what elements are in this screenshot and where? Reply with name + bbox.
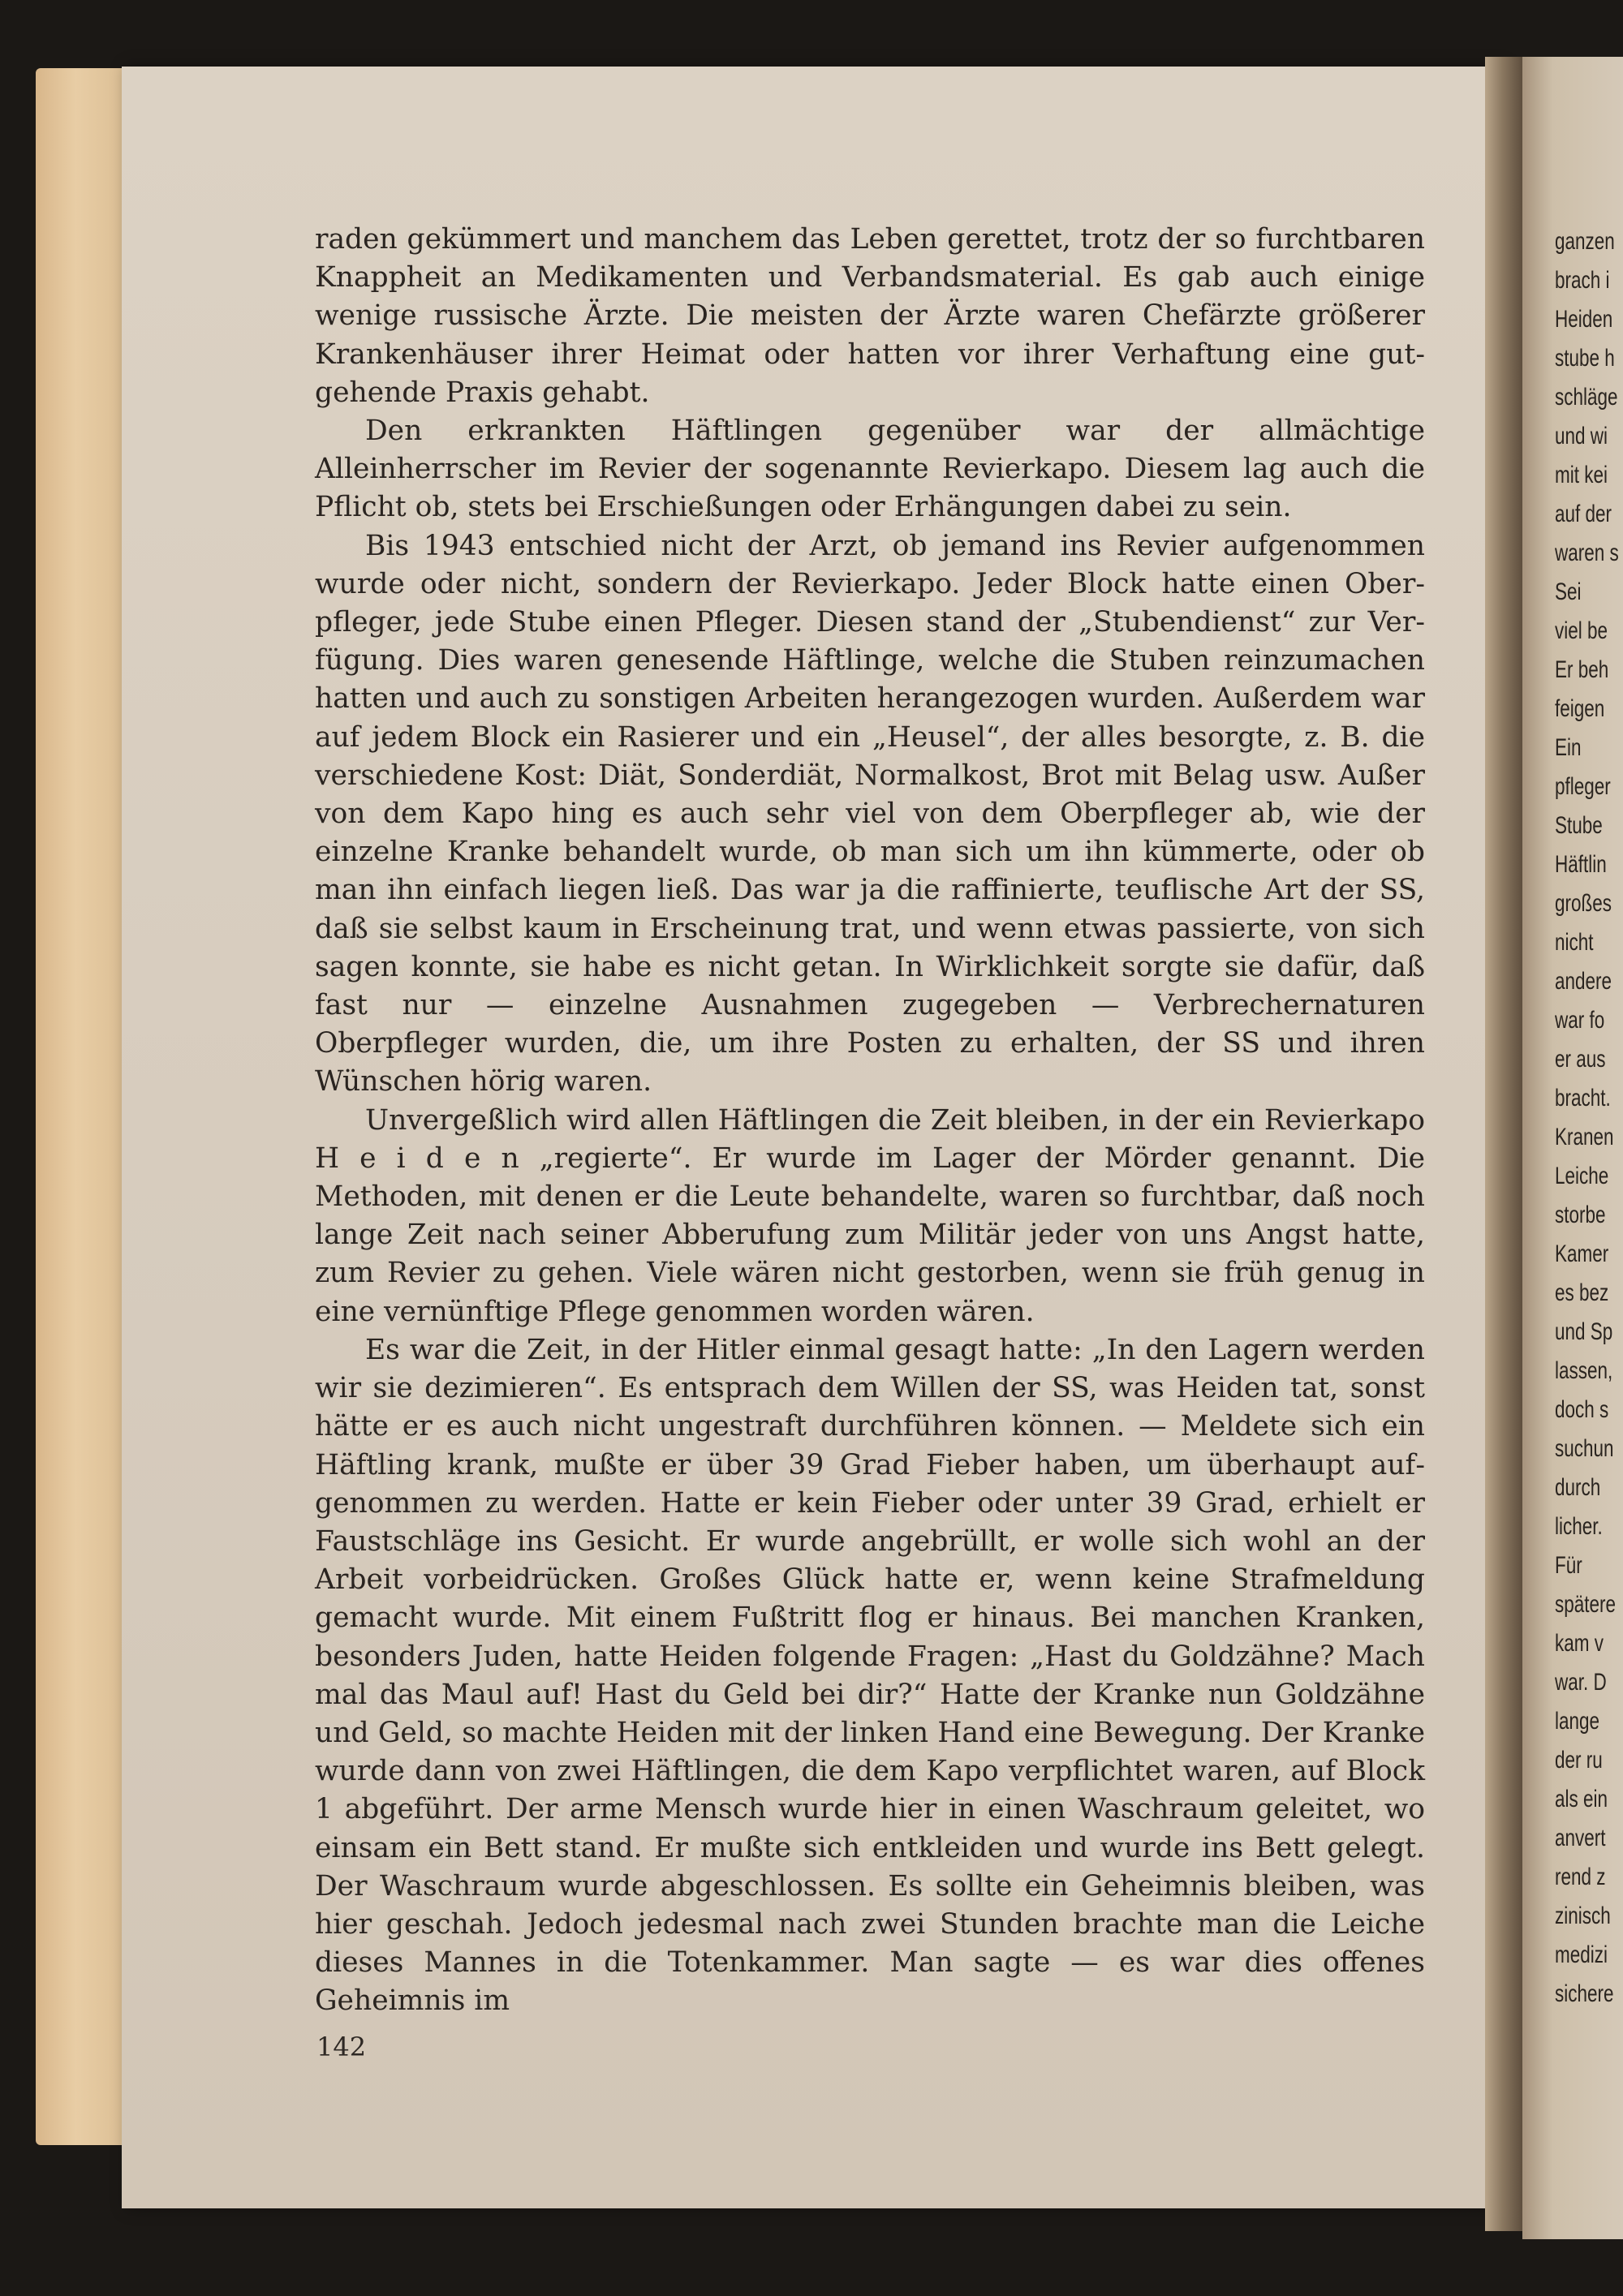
facing-page-line: lange xyxy=(1555,1708,1600,1735)
facing-page-line: Leiche xyxy=(1555,1163,1609,1189)
facing-page-line: mit kei xyxy=(1555,462,1608,488)
facing-page-line: rend z xyxy=(1555,1864,1606,1890)
facing-page-line: feigen xyxy=(1555,695,1605,722)
facing-page-line: auf der xyxy=(1555,501,1612,527)
facing-page-line: bracht. xyxy=(1555,1085,1611,1111)
paragraph-3: Bis 1943 entschied nicht der Arzt, ob jemand ins Revier aufgenommen wurde oder nicht, sondern der Revierkapo. Jeder Block hatte einen Oberpfleger, jede Stube einen Pfleger. Diesen stand der „Stubendienst“ zur Verfügung. Dies waren genesende Häftlinge, welche die Stuben reinzumachen hatten und auch zu sonstigen Arbeiten herangezogen wurden. Außerdem war auf jedem Block ein Rasierer und ein „Heusel“, der alles besorgte, z. B. die verschiedene Kost: Diät, Sonderdiät, Normalkost, Brot mit Belag usw. Außer von dem Kapo hing es auch sehr viel von dem Oberpfleger ab, wie der einzelne Kranke behandelt wurde, ob man sich um ihn kümmerte, oder ob man ihn einfach liegen ließ. Das war ja die raffinierte, teuflische Art der SS, daß sie selbst kaum in Erscheinung trat, und wenn etwas passierte, von sich sagen konnte, sie habe es nicht getan. In Wirklichkeit sorgte sie dafür, daß fast nur — einzelne Ausnahmen zugegeben — Verbrechernaturen Oberpfleger wurden, die, um ihre Posten zu erhalten, der SS und ihren Wünschen hörig waren. xyxy=(315,529,1425,1099)
paragraph-5: Es war die Zeit, in der Hitler einmal gesagt hatte: „In den Lagern werden wir sie dezimieren“. Es entsprach dem Willen der SS, was Heiden tat, sonst hätte er es auch nicht ungestraft durchführen können. — Meldete sich ein Häftling krank, mußte er über 39 Grad Fieber haben, um überhaupt aufgenommen zu werden. Hatte er kein Fieber oder unter 39 Grad, erhielt er Faustschläge ins Gesicht. Er wurde angebrüllt, er wolle sich wohl an der Arbeit vorbeidrücken. Großes Glück hatte er, wenn keine Strafmeldung gemacht wurde. Mit einem Fußtritt flog er hinaus. Bei manchen Kranken, besonders Juden, hatte Heiden folgende Fragen: „Hast du Goldzähne? Mach mal das Maul auf! Hast du Geld bei dir?“ Hatte der Kranke nun Goldzähne und Geld, so machte Heiden mit der linken Hand eine Bewegung. Der Kranke wurde dann von zwei Häftlingen, die dem Kapo verpflichtet waren, auf Block 1 abgeführt. Der arme Mensch wurde hier in einen Waschraum geleitet, wo einsam ein Bett stand. Er mußte sich entkleiden und wurde ins Bett gelegt. Der Waschraum wurde abgeschlossen. Es sollte ein Geheimnis bleiben, was hier geschah. Jedoch jedesmal nach zwei Stunden brachte man die Leiche dieses Mannes in die Totenkammer. Man sagte — es war dies offenes Geheimnis im xyxy=(315,1333,1425,2018)
paragraph-1: raden gekümmert und manchem das Leben gerettet, trotz der so furchtbaren Knappheit an Medikamenten und Verbandsmaterial. Es gab auch einige wenige russische Ärzte. Die meisten der Ärzte waren Chefärzte größerer Krankenhäuser ihrer Heimat oder hatten vor ihrer Verhaftung eine gutgehende Praxis gehabt. xyxy=(315,223,1425,409)
facing-page-line: storbe xyxy=(1555,1202,1606,1228)
facing-page-line: Kranen xyxy=(1555,1124,1614,1150)
facing-page-line: und wi xyxy=(1555,423,1608,449)
book-gutter xyxy=(1485,57,1524,2231)
facing-page-line: nicht xyxy=(1555,929,1594,956)
facing-page-line: brach i xyxy=(1555,267,1610,294)
facing-page-line: Kamer xyxy=(1555,1240,1609,1267)
body-text xyxy=(315,221,1425,2021)
facing-page-line: schläge xyxy=(1555,384,1618,411)
facing-page-line: war. D xyxy=(1555,1669,1607,1696)
facing-page-line: pfleger xyxy=(1555,773,1611,800)
facing-page-line: licher. xyxy=(1555,1513,1603,1540)
facing-page-line: als ein xyxy=(1555,1786,1608,1812)
facing-page-line: war fo xyxy=(1555,1007,1605,1034)
facing-page-line: anvert xyxy=(1555,1825,1606,1851)
facing-page-line: spätere xyxy=(1555,1591,1617,1618)
facing-page-line: suchun xyxy=(1555,1435,1614,1462)
facing-page-text xyxy=(1555,222,1623,2014)
paragraph-4: Unvergeßlich wird allen Häftlingen die Zeit bleiben, in der ein Revierkapo H e i d e n „regierte“. Er wurde im Lager der Mörder genannt. Die Methoden, mit denen er die Leute behandelte, waren so furchtbar, daß noch lange Zeit nach seiner Abberufung zum Militär jeder von uns Angst hatte, zum Revier zu gehen. Viele wären nicht gestorben, wenn sie früh genug in eine vernünftige Pflege genommen worden wären. xyxy=(315,1103,1425,1328)
facing-page-line: viel be xyxy=(1555,617,1608,644)
facing-page-line: durch xyxy=(1555,1474,1601,1501)
facing-page-line: großes xyxy=(1555,890,1612,917)
page-number: 142 xyxy=(316,2032,367,2062)
facing-page-line: es bez xyxy=(1555,1279,1609,1306)
facing-page-line: Heiden xyxy=(1555,306,1613,333)
facing-page-line: der ru xyxy=(1555,1747,1603,1774)
facing-page-line: Für xyxy=(1555,1552,1582,1579)
facing-page-line: sichere xyxy=(1555,1980,1614,2007)
facing-page-line: Er beh xyxy=(1555,656,1609,683)
facing-page-line: Häftlin xyxy=(1555,851,1607,878)
facing-page-line: er aus xyxy=(1555,1046,1606,1073)
facing-page-line: kam v xyxy=(1555,1630,1604,1657)
facing-page-line: waren s xyxy=(1555,540,1619,566)
facing-page-line: Stube xyxy=(1555,812,1603,839)
facing-page-line: Sei xyxy=(1555,578,1582,605)
facing-page-line: Ein xyxy=(1555,734,1582,761)
facing-page-line: und Sp xyxy=(1555,1318,1613,1345)
facing-page-line: zinisch xyxy=(1555,1903,1611,1929)
facing-page-line: doch s xyxy=(1555,1396,1609,1423)
facing-page-line: andere xyxy=(1555,968,1612,995)
facing-page-line: stube h xyxy=(1555,345,1615,372)
facing-page-line: ganzen xyxy=(1555,228,1615,255)
page-edge-stack xyxy=(36,68,125,2145)
facing-page-line: lassen, xyxy=(1555,1357,1613,1384)
facing-page-line: medizi xyxy=(1555,1941,1608,1968)
paragraph-2: Den erkrankten Häftlingen gegenüber war der allmächtige Alleinherrscher im Revier der sogenannte Revierkapo. Diesem lag auch die Pflicht ob, stets bei Erschießungen oder Erhängungen dabei zu sein. xyxy=(315,415,1425,524)
